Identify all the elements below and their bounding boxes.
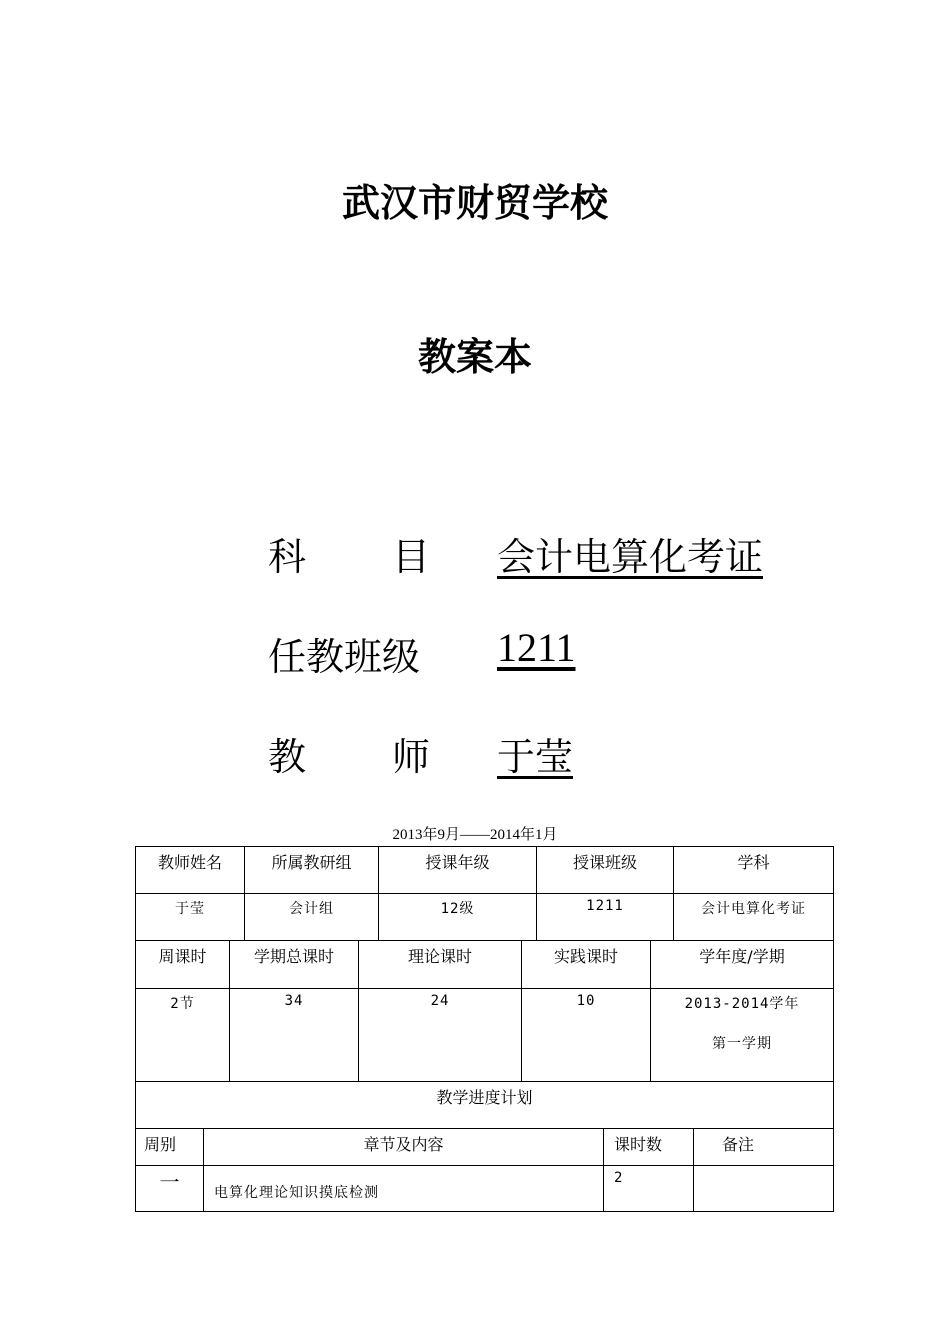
cell-research-group: 会计组 [245,894,379,941]
cell-week: 一 [136,1166,204,1212]
hours-table [135,940,834,1082]
cell-content: 电算化理论知识摸底检测 [204,1166,604,1212]
header-weekly-hours: 周课时 [136,941,230,989]
school-name: 武汉市财贸学校 [341,181,608,225]
cell-weekly-hours: 2节 [136,989,230,1082]
subject-value: 会计电算化考证 [497,535,764,579]
teacher-info-table [135,846,834,941]
cell-grade: 12级 [379,894,537,941]
book-title: 教案本 [417,335,532,379]
class-label: 任教班级 [268,635,421,679]
teacher-label-char-1: 教 [268,735,307,779]
header-total-hours: 学期总课时 [230,941,359,989]
cell-hours: 2 [604,1166,694,1212]
header-hours: 课时数 [604,1129,694,1166]
header-practice-hours: 实践课时 [522,941,651,989]
school-year-line-1: 2013-2014学年 [684,996,800,1012]
subject-label-char-1: 科 [268,535,307,579]
school-year-line-2: 第一学期 [712,1036,772,1052]
cell-teacher-name: 于莹 [136,894,245,941]
cell-class: 1211 [537,894,674,941]
table-row [136,1166,834,1212]
header-content: 章节及内容 [204,1129,604,1166]
cell-subject: 会计电算化考证 [674,894,834,941]
header-teacher-name: 教师姓名 [136,847,245,894]
cell-note [694,1166,834,1212]
teacher-value: 于莹 [497,735,574,779]
header-research-group: 所属教研组 [245,847,379,894]
teacher-label [268,726,430,781]
cell-theory-hours: 24 [359,989,522,1082]
subject-label [268,526,430,581]
plan-title: 教学进度计划 [136,1082,834,1129]
cell-total-hours: 34 [230,989,359,1082]
teacher-label-char-2: 师 [392,735,431,779]
header-class: 授课班级 [537,847,674,894]
teaching-plan-table [135,1081,834,1212]
term-period: 2013年9月——2014年1月 [392,827,558,843]
header-note: 备注 [694,1129,834,1166]
class-value: 1211 [497,625,576,670]
header-subject: 学科 [674,847,834,894]
cell-practice-hours: 10 [522,989,651,1082]
header-school-year: 学年度/学期 [651,941,834,989]
cell-school-year [651,989,834,1082]
subject-label-char-2: 目 [392,535,431,579]
header-week: 周别 [136,1129,204,1166]
header-grade: 授课年级 [379,847,537,894]
header-theory-hours: 理论课时 [359,941,522,989]
